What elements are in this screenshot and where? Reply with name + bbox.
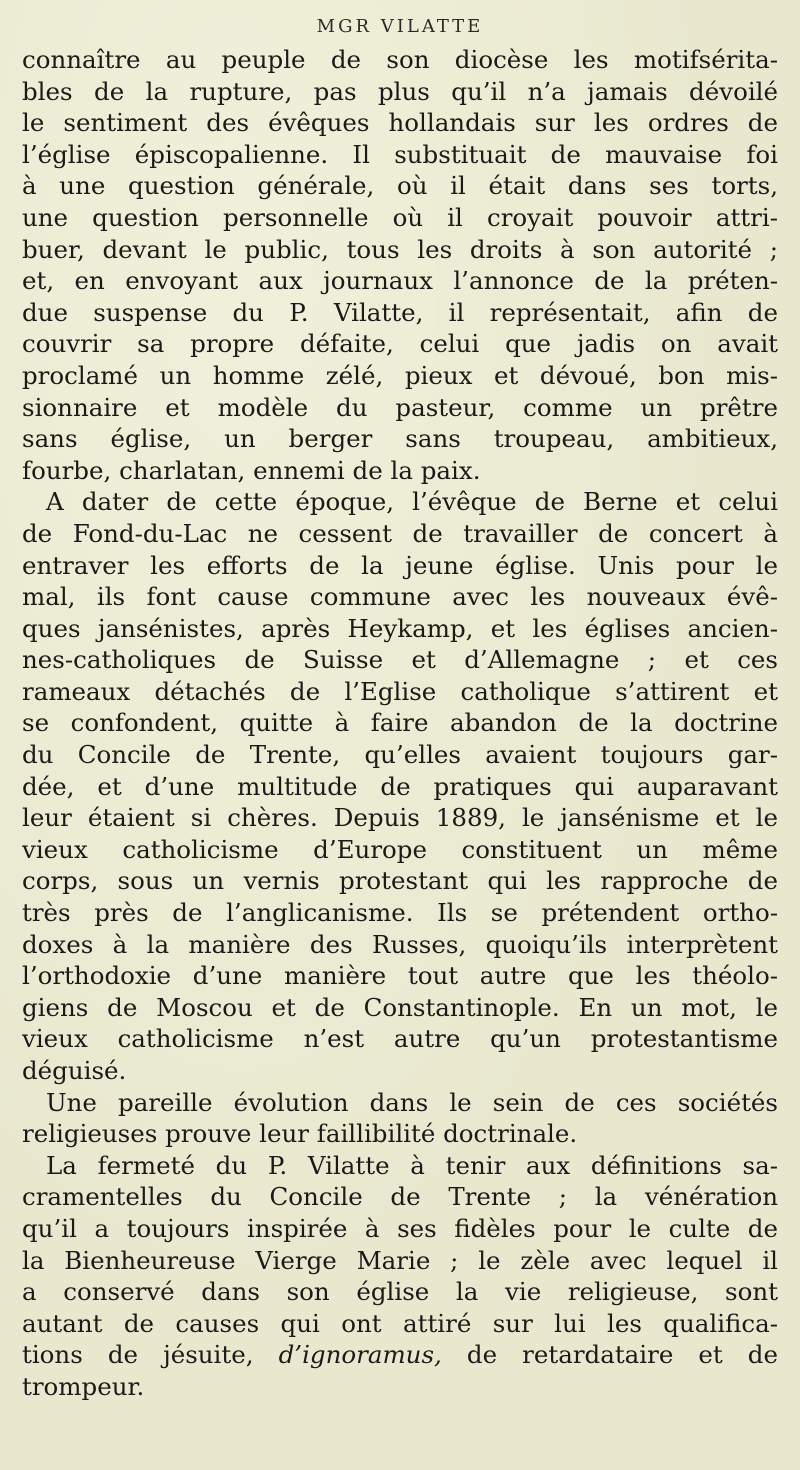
text-line: déguisé. (22, 1056, 127, 1085)
text-line: très près de l’anglicanisme. Ils se prétendent ortho- (22, 898, 778, 928)
body-text (22, 44, 778, 1403)
italic-term: d’ignoramus, (278, 1340, 442, 1370)
paragraph-1 (22, 44, 778, 486)
text-line: autant de causes qui ont attiré sur lui les qualifica- (22, 1308, 778, 1338)
text-line: proclamé un homme zélé, pieux et dévoué, bon mis- (22, 360, 778, 390)
text-line: se confondent, quitte à faire abandon de la doctrine (22, 708, 778, 738)
text-segment: tions de jésuite, (22, 1340, 254, 1370)
text-line: corps, sous un vernis protestant qui les rapproche de (22, 866, 778, 896)
text-line: Une pareille évolution dans le sein de ces sociétés (46, 1087, 778, 1117)
text-line: fourbe, charlatan, ennemi de la paix. (22, 455, 481, 485)
text-line: nes-catholiques de Suisse et d’Allemagne ; et ces (22, 645, 778, 675)
text-line: vieux catholicisme d’Europe constituent un même (22, 834, 778, 864)
text-line: une question personnelle où il croyait pouvoir attri- (22, 202, 778, 232)
text-line: religieuses prouve leur faillibilité doctrinale. (22, 1119, 578, 1149)
text-line: leur étaient si chères. Depuis 1889, le jansénisme et le (22, 803, 778, 833)
text-line: doxes à la manière des Russes, quoiqu’ils interprètent (22, 929, 778, 959)
text-line: mal, ils font cause commune avec les nouveaux évê- (22, 582, 778, 612)
text-line: ques jansénistes, après Heykamp, et les églises ancien- (22, 613, 778, 643)
paragraph-2 (22, 486, 778, 1086)
text-line: cramentelles du Concile de Trente ; la vénération (22, 1182, 778, 1212)
text-line: entraver les efforts de la jeune église. Unis pour le (22, 550, 778, 580)
paragraph-3 (22, 1087, 778, 1150)
text-line: couvrir sa propre défaite, celui que jadis on avait (22, 329, 778, 359)
text-line: sionnaire et modèle du pasteur, comme un prêtre (22, 392, 778, 422)
text-line: sans église, un berger sans troupeau, ambitieux, (22, 424, 778, 454)
text-line (22, 1339, 778, 1371)
text-line: trompeur. (22, 1371, 145, 1401)
text-line: due suspense du P. Vilatte, il représentait, afin de (22, 297, 778, 327)
text-line: le sentiment des évêques hollandais sur les ordres de (22, 108, 778, 138)
text-line: et, en envoyant aux journaux l’annonce de la préten- (22, 266, 778, 296)
text-line: à une question générale, où il était dans ses torts, (22, 171, 778, 201)
running-head: MGR VILATTE (316, 16, 484, 37)
text-line: l’église épiscopalienne. Il substituait de mauvaise foi (22, 139, 778, 169)
text-line: A dater de cette époque, l’évêque de Berne et celui (46, 487, 778, 517)
text-line: la Bienheureuse Vierge Marie ; le zèle avec lequel il (22, 1245, 778, 1275)
text-line: giens de Moscou et de Constantinople. En un mot, le (22, 992, 778, 1022)
text-line: La fermeté du P. Vilatte à tenir aux définitions sa- (46, 1150, 778, 1180)
text-line: l’orthodoxie d’une manière tout autre que les théolo- (22, 961, 778, 991)
text-line: qu’il a toujours inspirée à ses fidèles pour le culte de (22, 1213, 778, 1243)
text-line: dée, et d’une multitude de pratiques qui auparavant (22, 771, 778, 801)
paragraph-4 (22, 1150, 778, 1403)
text-line: a conservé dans son église la vie religieuse, sont (22, 1277, 778, 1307)
text-line: rameaux détachés de l’Eglise catholique s’attirent et (22, 676, 778, 706)
text-segment: de retardataire et de (441, 1340, 778, 1370)
text-line: connaître au peuple de son diocèse les motifsérita- (22, 45, 778, 74)
text-line: de Fond-du-Lac ne cessent de travailler de concert à (22, 518, 778, 548)
text-line: buer, devant le public, tous les droits à son autorité ; (22, 234, 778, 264)
text-line: bles de la rupture, pas plus qu’il n’a jamais dévoilé (22, 76, 778, 106)
text-line: vieux catholicisme n’est autre qu’un protestantisme (22, 1024, 778, 1054)
text-line: du Concile de Trente, qu’elles avaient toujours gar- (22, 740, 778, 770)
